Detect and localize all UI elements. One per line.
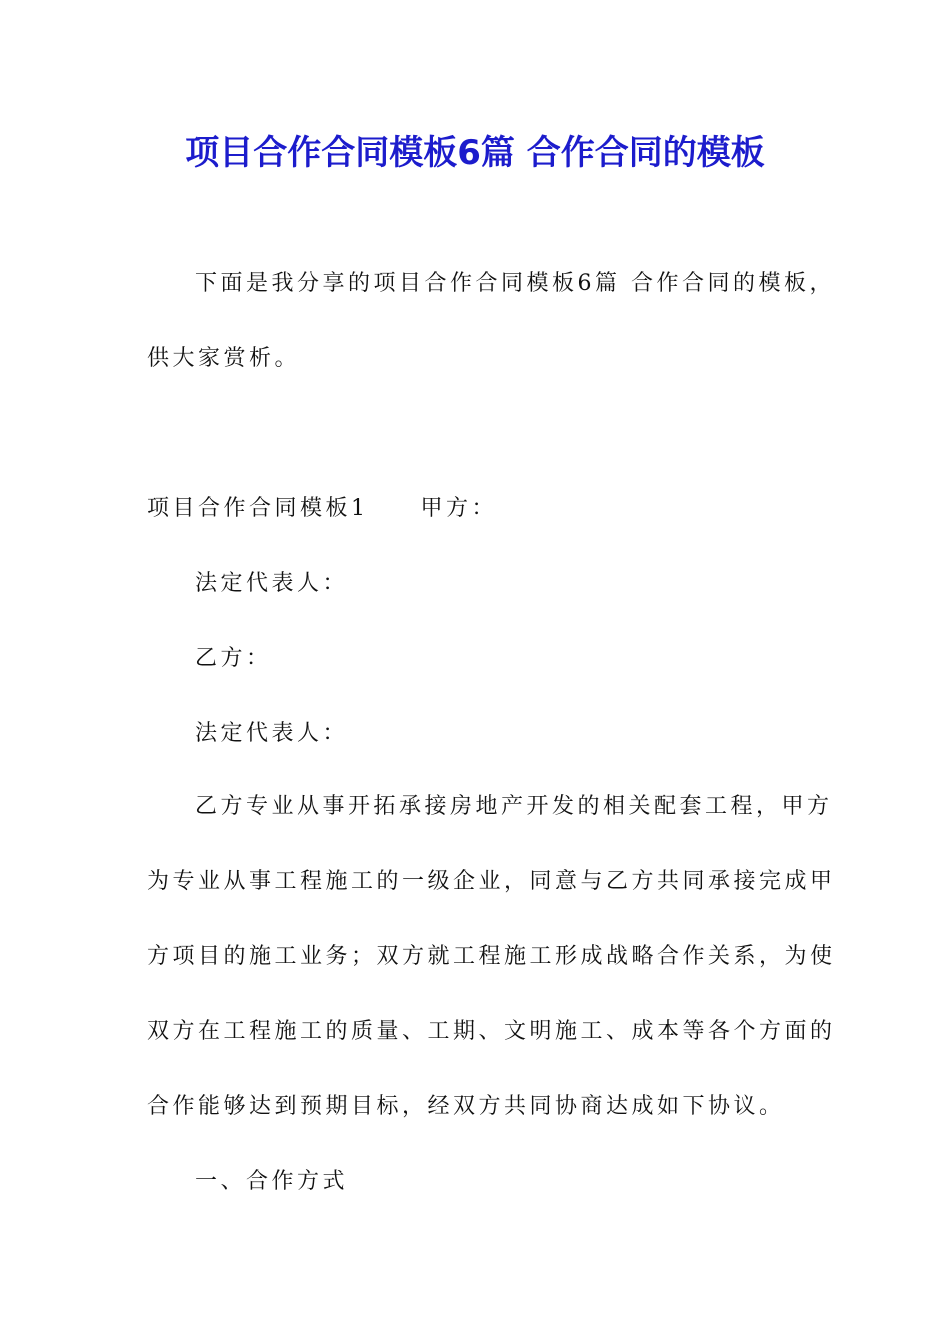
body-line-3: 方项目的施工业务；双方就工程施工形成战略合作关系，为使	[147, 944, 836, 969]
party-b-representative: 法定代表人：	[195, 721, 349, 746]
section-heading: 项目合作合同模板1	[147, 496, 369, 521]
party-a-label: 甲方：	[420, 496, 498, 521]
intro-line-1: 下面是我分享的项目合作合同模板6篇 合作合同的模板，	[195, 271, 835, 296]
body-line-4: 双方在工程施工的质量、工期、文明施工、成本等各个方面的	[147, 1019, 836, 1044]
body-line-1: 乙方专业从事开拓承接房地产开发的相关配套工程，甲方	[195, 794, 833, 819]
party-b-label: 乙方：	[195, 646, 272, 671]
section-heading-line	[147, 493, 807, 525]
clause-heading-1: 一、合作方式	[195, 1169, 349, 1194]
party-a-representative: 法定代表人：	[195, 571, 349, 596]
intro-line-2: 供大家赏析。	[147, 346, 301, 371]
body-line-2: 为专业从事工程施工的一级企业，同意与乙方共同承接完成甲	[147, 869, 836, 894]
body-line-5: 合作能够达到预期目标，经双方共同协商达成如下协议。	[147, 1094, 785, 1119]
document-title: 项目合作合同模板6篇 合作合同的模板	[185, 133, 765, 173]
